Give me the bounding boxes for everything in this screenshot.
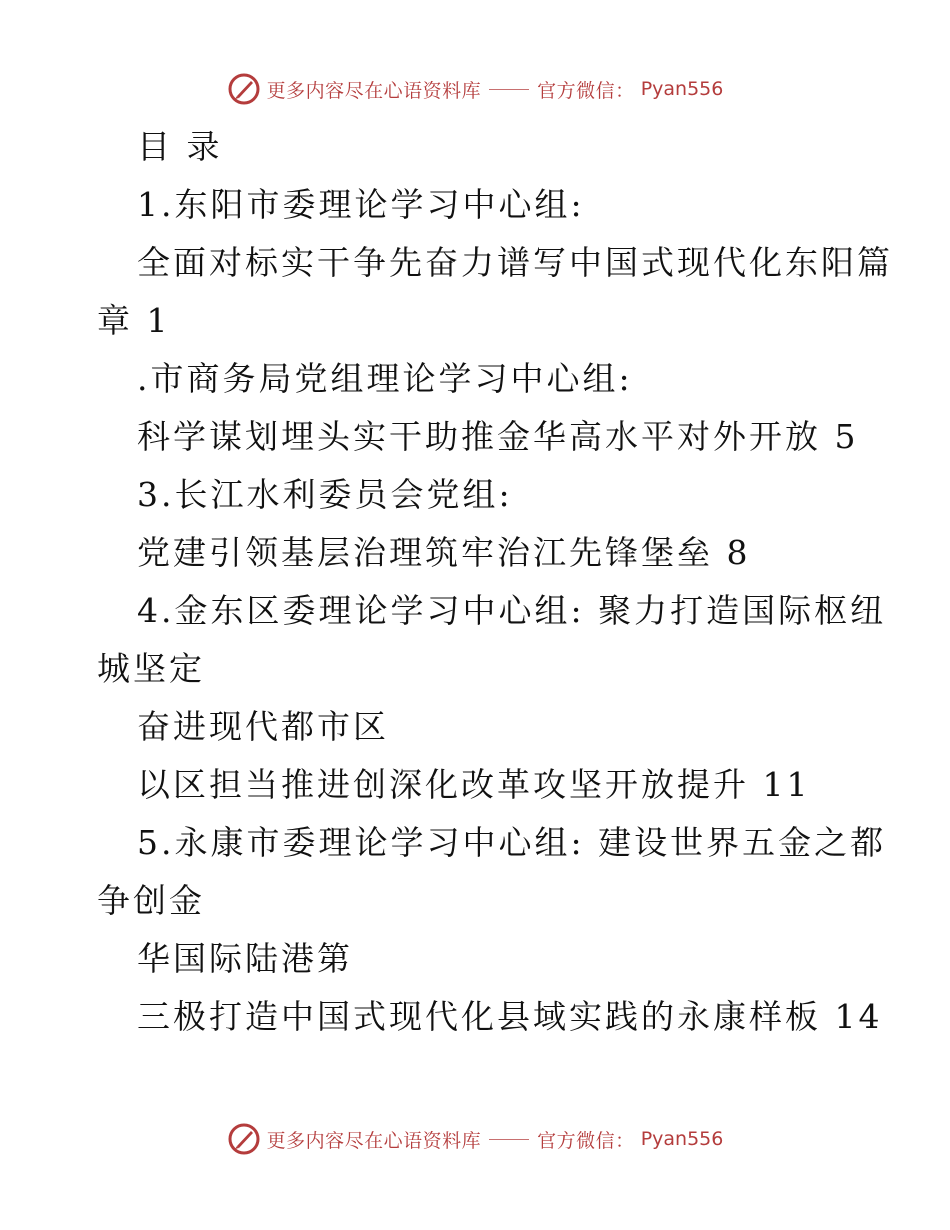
toc-line-4: .市商务局党组理论学习中心组:: [137, 359, 633, 398]
watermark-dash: [489, 1139, 529, 1140]
watermark-wechat-id: Pyan556: [640, 1128, 724, 1150]
toc-line-6: 3.长江水利委员会党组:: [137, 475, 513, 514]
toc-line-11: 以区担当推进创深化改革攻坚开放提升 11: [137, 765, 811, 804]
toc-line-7: 党建引领基层治理筑牢治江先锋堡垒 8: [137, 533, 751, 572]
toc-line-1: 1.东阳市委理论学习中心组:: [137, 185, 585, 224]
footer-watermark: [0, 1122, 950, 1156]
toc-line-2: 全面对标实干争先奋力谱写中国式现代化东阳篇: [137, 243, 893, 282]
quill-logo-icon: [227, 72, 261, 106]
toc-line-14: 华国际陆港第: [137, 939, 353, 978]
watermark-wechat-id: Pyan556: [640, 78, 724, 100]
toc-line-5: 科学谋划埋头实干助推金华高水平对外开放 5: [137, 417, 859, 456]
watermark-text: 更多内容尽在心语资料库: [266, 79, 482, 102]
toc-line-13: 争创金: [97, 881, 205, 920]
watermark-text: 更多内容尽在心语资料库: [266, 1129, 482, 1152]
toc-line-9: 城坚定: [97, 649, 205, 688]
header-watermark: [0, 72, 950, 106]
quill-logo-icon: [227, 1122, 261, 1156]
toc-line-10: 奋进现代都市区: [137, 707, 389, 746]
watermark-suffix: 官方微信：: [537, 79, 635, 102]
watermark-suffix: 官方微信：: [537, 1129, 635, 1152]
toc-line-12: 5.永康市委理论学习中心组: 建设世界五金之都: [137, 823, 887, 862]
toc-title: 目 录: [137, 127, 223, 166]
toc-line-8: 4.金东区委理论学习中心组: 聚力打造国际枢纽: [137, 591, 887, 630]
toc-line-15: 三极打造中国式现代化县域实践的永康样板 14: [137, 997, 883, 1036]
toc-line-3: 章 1: [97, 301, 171, 340]
watermark-dash: [489, 89, 529, 90]
